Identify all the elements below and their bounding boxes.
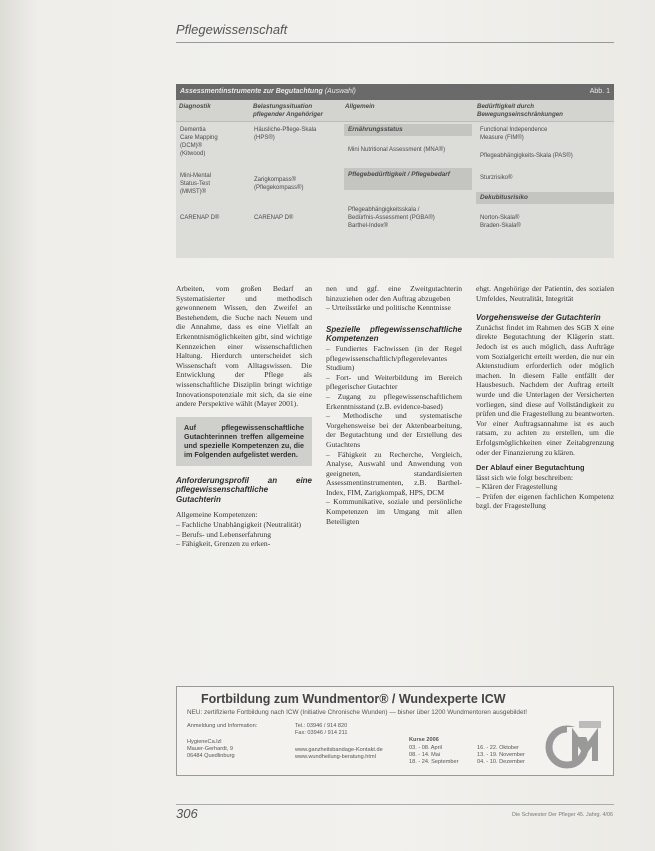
paragraph: Zunächst findet im Rahmen des SGB X eine direkte Begutachtung der Klägerin statt. Jedoch ist es auch möglich, dass Aufträge vom Sozialgericht erteilt werden, die nur ein Aktenstudium erforderlich oder möglich machen. In diesem Falle entfällt der Hausbesuch. Nachdem der Auftrag erteilt wurde und die Unterlagen der Versicherten vorliegen, sind diese auf Vollständigkeit zu prüfen und die Fragestellung zu beantworten. Vor einer Auftragsannahme ist es auch ratsam, zu achten zu erstellen, um die Erfolgsmöglichkeiten einer Zeitabgrenzung oder der Finanzierung zu klären. [476, 322, 614, 457]
list-item: – Fort- und Weiterbildung im Bereich pflegerischer Gutachter [326, 372, 462, 392]
advertisement-box [176, 686, 614, 776]
page-number: 306 [176, 806, 198, 821]
text-column-2 [326, 284, 462, 526]
table-header [176, 84, 614, 100]
col2-cell: CARENAP D® [254, 215, 294, 221]
c4-line: Norton-Skala® [480, 215, 520, 221]
c1-line: (DCM)® [180, 143, 203, 149]
paragraph: Allgemeine Kompetenzen: [176, 510, 258, 520]
ad-street: Mauer-Gerhardt, 9 [187, 746, 234, 752]
list-item: – Klären der Fragestellung [476, 482, 558, 492]
paragraph: lässt sich wie folgt beschreiben: [476, 472, 574, 482]
header-rule [176, 42, 614, 43]
table-title-note: (Auswahl) [324, 88, 356, 95]
paragraph: Arbeiten, vom großen Bedarf an Systematisierter und methodisch gewonnenem Wissen, den Zweifel an Bestehendem, die Suche nach Neuem und die Annahme, dass es eine Vielfalt an Erkenntnismöglichkeiten gibt, sind wichtige Kennzeichen einer wissenschaftlichen Haltung. Hierdurch unterscheidet sich Wissenschaft vom Alltagswissen. Die Entwicklung der Pflege als wissenschaftliche Disziplin bringt wichtige Innovationspotenziale mit sich, da sie eine andere Perspektive wählt (Mayer 2001). [176, 284, 312, 409]
col1-cell: CARENAP D® [180, 215, 220, 221]
c1-line: (Kitwood) [180, 151, 206, 157]
col2-cell [254, 126, 316, 142]
journal-name: Die Schwester Der Pfleger 45. Jahrg. 4/06 [512, 812, 613, 818]
company-logo-icon [545, 717, 605, 769]
course-date: 16. - 22. Oktober [477, 745, 519, 751]
text-column-3 [476, 284, 614, 511]
course-date: 03. - 08. April [409, 745, 442, 751]
list-item: – Prüfen der eigenen fachlichen Kompetenz bzgl. der Fragestellung [476, 491, 614, 511]
col-header-diagnostik: Diagnostik [179, 103, 211, 110]
c1-line: (MMST)® [180, 189, 207, 195]
ad-web-link[interactable]: www.wundheilung-beratung.html [295, 754, 376, 760]
c1-line: Mini-Mental [180, 173, 212, 179]
list-item: – Fundiertes Fachwissen (in der Regel pflegewissenschaftlich/pflegerelevantes Studium) [326, 343, 462, 373]
c1-line: Care Mapping [180, 135, 218, 141]
callout-box: Auf pflegewissenschaftliche Gutachterinnen treffen allgemeine und spezielle Kompetenzen zu, die im Folgenden aufgelistet werden. [176, 417, 312, 466]
subheading: Der Ablauf einer Begutachtung [476, 463, 585, 473]
ad-title: Fortbildung zum Wundmentor® / Wundexperte ICW [201, 692, 506, 706]
section-heading: Vorgehensweise der Gutachterin [476, 313, 601, 323]
ad-contact-label: Anmeldung und Information: [187, 723, 258, 729]
course-date: 08. - 14. Mai [409, 752, 441, 758]
c4-box-label: Dekubitusrisiko [480, 194, 528, 201]
ad-city: 06484 Quedlinburg [187, 753, 235, 759]
ad-courses-2 [477, 745, 525, 766]
assessment-table [176, 84, 614, 258]
list-item: – Methodische und systematische Vorgehensweise bei der Aktenbearbeitung, der Begutachtung und der Erstellung des Gutachtens [326, 411, 462, 449]
figure-tag: Abb. 1 [589, 88, 610, 95]
col2-cell [254, 176, 303, 192]
c4-line: Braden-Skala® [480, 223, 521, 229]
section-title: Pflegewissenschaft [176, 22, 288, 37]
c3-box-label: Pflegebedürftigkeit / Pflegebedarf [348, 171, 450, 178]
list-item: – Urteilsstärke und politische Kenntnisse [326, 303, 451, 313]
ad-subtitle: NEU: zertifizierte Fortbildung nach ICW (Initiative Chronische Wunden) — bisher über 1200 Wundmentoren ausgebildet! [187, 709, 528, 716]
footer-rule [176, 804, 614, 805]
c4-cell [480, 126, 547, 142]
col1-cell [180, 126, 218, 158]
c4-cell [480, 214, 521, 230]
c3-line: Bedürfnis-Assessment (PGBA®) [348, 215, 435, 221]
col-header-belastung: Belastungssituation pflegender Angehöriger [253, 103, 323, 118]
ad-org: HygieneCa.lzl [187, 739, 222, 745]
c3-cell [348, 206, 435, 230]
table-column-headers [176, 100, 614, 122]
ad-fax: Fax: 03946 / 914 211 [295, 730, 348, 736]
ad-phone [295, 723, 347, 737]
course-date: 04. - 10. Dezember [477, 759, 525, 765]
col-header-beduerftigkeit: Bedürftigkeit durch Bewegungseinschränkungen [477, 103, 563, 118]
c2-line: (HPS®) [254, 135, 275, 141]
table-body [176, 122, 614, 258]
c3-line: Barthel-Index® [348, 223, 389, 229]
ad-address [187, 739, 235, 760]
c3-line: Pflegeabhängigkeitsskala / [348, 207, 420, 213]
course-date: 18. - 24. September [409, 759, 459, 765]
ad-tel: Tel.: 03946 / 914 820 [295, 723, 348, 729]
section-heading: Spezielle pflegewissenschaftliche Kompetenzen [326, 324, 462, 344]
col1-cell [180, 172, 211, 196]
list-item: – Fähigkeit zu Recherche, Vergleich, Analyse, Auswahl und Anwendung von geeigneten, standardisierten Assessmentinstrumenten, z.B. Barthel-Index, FIM, Zarigkompaß, HPS, DCM [326, 449, 462, 497]
ad-courses-1 [409, 745, 458, 766]
c2-line: Häusliche-Pflege-Skala [254, 127, 317, 133]
list-item: – Zugang zu pflegewissenschaftlichem Erkenntnisstand (z.B. evidence-based) [326, 391, 462, 411]
list-item: – Berufs- und Lebenserfahrung [176, 529, 272, 539]
c1-line: Dementia [180, 127, 206, 133]
c2-line: (Pflegekompass®) [254, 185, 304, 191]
ad-courses-label: Kurse 2006 [409, 737, 439, 743]
list-item: – Fachliche Unabhängigkeit (Neutralität) [176, 519, 302, 529]
c3-cell: Mini Nutritional Assessment (MNA®) [348, 147, 446, 153]
col-header-allgemein: Allgemein [345, 103, 375, 110]
c4-line: Functional Independence [480, 127, 548, 133]
section-heading: Anforderungsprofil an eine pflegewissenschaftliche Gutachterin [176, 475, 312, 504]
text-column-1 [176, 284, 312, 549]
paragraph: ehgt. Angehörige der Patientin, des sozialen Umfeldes, Neutralität, Integrität [476, 284, 614, 303]
ad-web [295, 747, 383, 761]
table-title: Assessmentinstrumente zur Begutachtung [180, 88, 323, 95]
ad-web-link[interactable]: www.ganzheitsbandage-Kontakt.de [295, 747, 383, 753]
c4-cell: Pflegeabhängigkeits-Skala (PAS®) [480, 153, 573, 159]
c3-box-label: Ernährungsstatus [348, 126, 403, 133]
c2-line: Zarigkompass® [254, 177, 297, 183]
c4-cell: Sturzrisiko® [480, 175, 513, 181]
course-date: 13. - 19. November [477, 752, 525, 758]
paragraph: nen und ggf. eine Zweitgutachterin hinzuziehen oder den Auftrag abzugeben [326, 284, 462, 303]
c1-line: Status-Test [180, 181, 211, 187]
c4-line: Measure (FIM®) [480, 135, 524, 141]
list-item: – Fähigkeit, Grenzen zu erken- [176, 539, 271, 549]
list-item: – Kommunikative, soziale und persönliche Kompetenzen im Umgang mit allen Beteiligten [326, 497, 462, 526]
